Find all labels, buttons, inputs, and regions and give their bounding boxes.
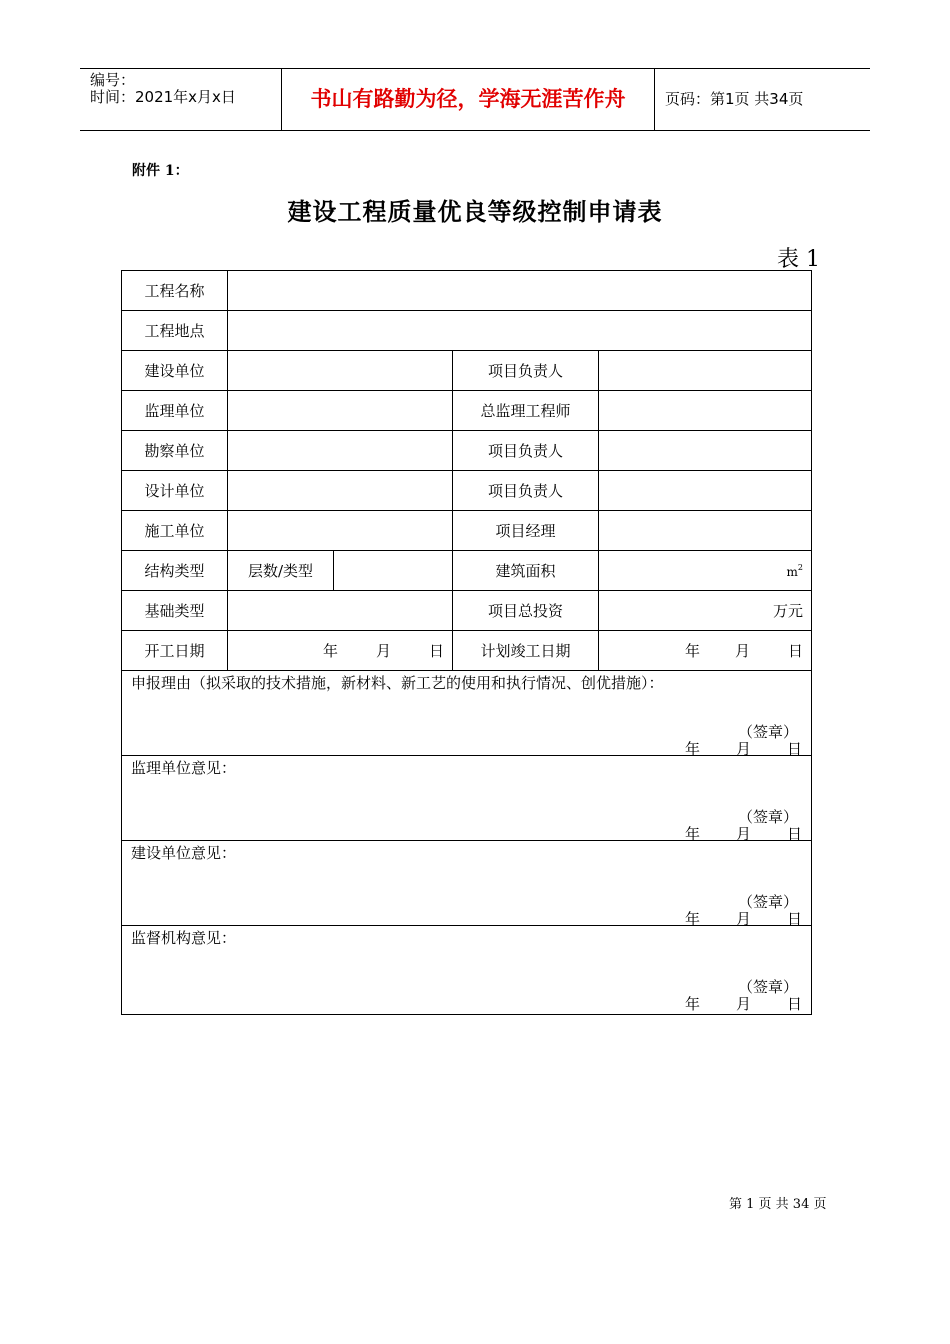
opinion-block-oversight[interactable] xyxy=(122,926,812,1015)
building-area-field[interactable] xyxy=(599,551,812,591)
table-row xyxy=(122,271,812,311)
total-investment-label: 项目总投资 xyxy=(453,591,599,631)
builder-lead-field[interactable] xyxy=(599,351,812,391)
day-text: 日 xyxy=(428,642,444,660)
start-date-label: 开工日期 xyxy=(122,631,228,671)
table-row xyxy=(122,351,812,391)
building-area-label: 建筑面积 xyxy=(453,551,599,591)
month-text: 月 xyxy=(375,642,391,660)
designer-field[interactable] xyxy=(228,471,453,511)
designer-label: 设计单位 xyxy=(122,471,228,511)
month-text: 月 xyxy=(734,642,750,660)
floors-type-label: 层数/类型 xyxy=(228,551,334,591)
opinion-date: 年 月 日 xyxy=(684,825,802,843)
project-name-label: 工程名称 xyxy=(122,271,228,311)
table-number: 表 1 xyxy=(777,247,820,272)
table-row xyxy=(122,471,812,511)
seal-label: （签章） xyxy=(737,893,798,911)
day-text: 日 xyxy=(787,642,803,660)
year-text: 年 xyxy=(322,642,338,660)
header-info-cell xyxy=(80,69,282,130)
attachment-label: 附件 1： xyxy=(132,163,189,179)
designer-lead-field[interactable] xyxy=(599,471,812,511)
opinion-label: 监理单位意见： xyxy=(131,759,237,777)
form-title: 建设工程质量优良等级控制申请表 xyxy=(287,197,663,226)
motto: 书山有路勤为径，学海无涯苦作舟 xyxy=(282,69,655,130)
contractor-label: 施工单位 xyxy=(122,511,228,551)
builder-lead-label: 项目负责人 xyxy=(453,351,599,391)
planned-completion-field[interactable] xyxy=(599,631,812,671)
builder-field[interactable] xyxy=(228,351,453,391)
table-row xyxy=(122,591,812,631)
table-row xyxy=(122,511,812,551)
opinion-date: 年 月 日 xyxy=(684,995,802,1013)
year-text: 年 xyxy=(684,642,700,660)
number-label: 编号： xyxy=(90,71,136,89)
contractor-field[interactable] xyxy=(228,511,453,551)
page-footer: 第 1 页 共 34 页 xyxy=(729,1197,827,1212)
start-date-field[interactable] xyxy=(228,631,453,671)
surveyor-label: 勘察单位 xyxy=(122,431,228,471)
table-row xyxy=(122,391,812,431)
table-row xyxy=(122,631,812,671)
foundation-type-field[interactable] xyxy=(228,591,453,631)
opinion-label: 监督机构意见： xyxy=(131,929,237,947)
table-row xyxy=(122,671,812,756)
opinion-block-reason[interactable] xyxy=(122,671,812,756)
opinion-block-supervisor[interactable] xyxy=(122,756,812,841)
planned-completion-label: 计划竣工日期 xyxy=(453,631,599,671)
area-unit: m xyxy=(786,564,798,579)
opinion-block-builder[interactable] xyxy=(122,841,812,926)
area-unit-sup: 2 xyxy=(797,562,803,572)
opinion-date: 年 月 日 xyxy=(684,910,802,928)
surveyor-field[interactable] xyxy=(228,431,453,471)
table-row xyxy=(122,926,812,1015)
seal-label: （签章） xyxy=(737,978,798,996)
seal-label: （签章） xyxy=(737,808,798,826)
chief-supervisor-field[interactable] xyxy=(599,391,812,431)
table-row xyxy=(122,431,812,471)
project-name-field[interactable] xyxy=(228,271,812,311)
table-row xyxy=(122,551,812,591)
opinion-label: 申报理由（拟采取的技术措施，新材料、新工艺的使用和执行情况、创优措施）： xyxy=(131,674,664,692)
page-counter: 页码：第1页 共34页 xyxy=(665,90,804,108)
builder-label: 建设单位 xyxy=(122,351,228,391)
designer-lead-label: 项目负责人 xyxy=(453,471,599,511)
table-row xyxy=(122,756,812,841)
table-row xyxy=(122,311,812,351)
project-manager-field[interactable] xyxy=(599,511,812,551)
project-site-label: 工程地点 xyxy=(122,311,228,351)
surveyor-lead-label: 项目负责人 xyxy=(453,431,599,471)
structure-type-label: 结构类型 xyxy=(122,551,228,591)
page-header xyxy=(80,68,870,131)
investment-unit: 万元 xyxy=(772,602,803,620)
chief-supervisor-label: 总监理工程师 xyxy=(453,391,599,431)
supervisor-label: 监理单位 xyxy=(122,391,228,431)
surveyor-lead-field[interactable] xyxy=(599,431,812,471)
time-label: 时间：2021年x月x日 xyxy=(90,88,236,106)
floors-type-field[interactable] xyxy=(334,551,453,591)
foundation-type-label: 基础类型 xyxy=(122,591,228,631)
project-manager-label: 项目经理 xyxy=(453,511,599,551)
project-site-field[interactable] xyxy=(228,311,812,351)
application-form-table xyxy=(121,270,812,1015)
total-investment-field[interactable] xyxy=(599,591,812,631)
seal-label: （签章） xyxy=(737,723,798,741)
opinion-label: 建设单位意见： xyxy=(131,844,237,862)
opinion-date: 年 月 日 xyxy=(684,740,802,758)
supervisor-field[interactable] xyxy=(228,391,453,431)
table-row xyxy=(122,841,812,926)
